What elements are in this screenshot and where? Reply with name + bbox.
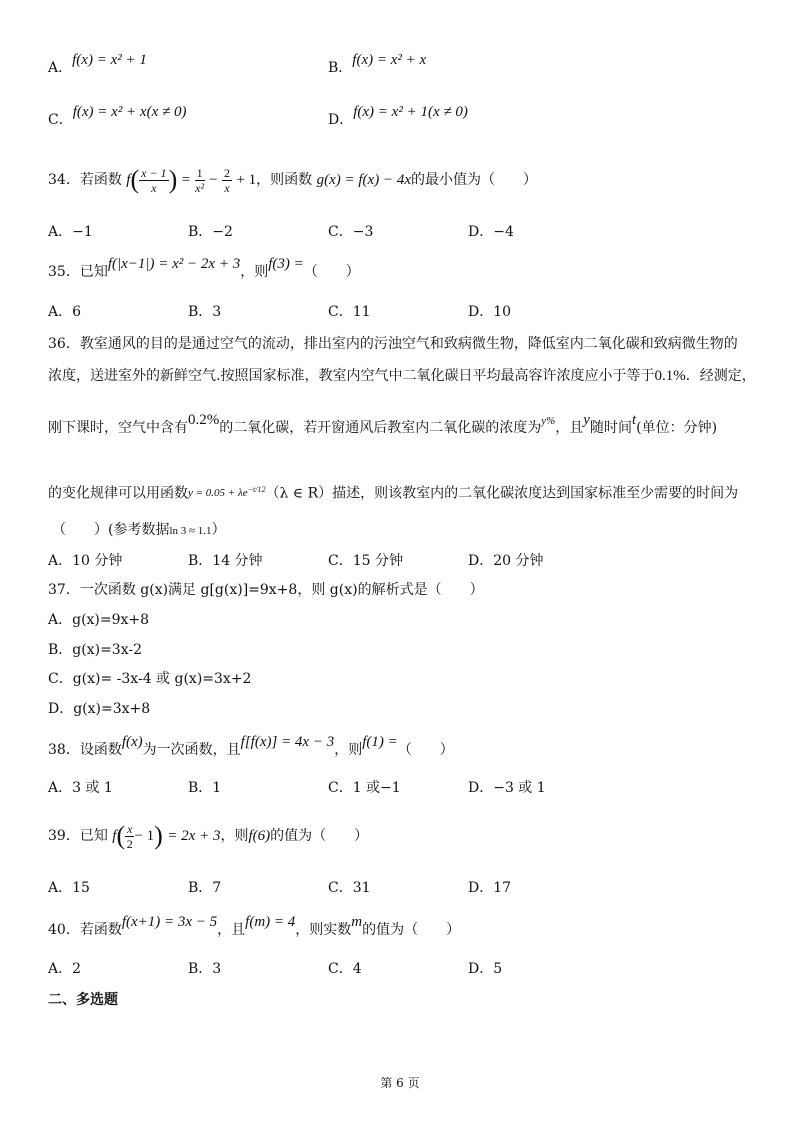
option-formula: f(x) = x² + x [352, 52, 427, 68]
option-text: A．g(x)=9x+8 [48, 612, 150, 628]
prev-option-c [48, 104, 187, 130]
option-text: B．14 分钟 [188, 553, 263, 569]
option-text: A．2 [48, 961, 82, 977]
minus: − [209, 172, 218, 188]
q35-option-b [188, 302, 221, 322]
option-text: D．−3 或 1 [468, 780, 546, 796]
percent-value: 0.2% [188, 412, 220, 428]
var-y: y [583, 412, 590, 428]
page-number: 第 6 页 [380, 1076, 420, 1090]
paren: ( [116, 821, 126, 850]
q38-formula-2: f(1) = [362, 734, 398, 750]
q38-fx: f(x) [121, 734, 143, 750]
q37-option-a [48, 610, 149, 630]
q39-option-c [328, 878, 371, 898]
option-label: C． [48, 112, 73, 128]
question-36-line-1 [48, 334, 738, 354]
minus-one: − 1 [134, 828, 155, 844]
q35-formula: f(|x−1|) = x² − 2x + 3 [107, 256, 241, 272]
option-text: D．10 [468, 304, 512, 320]
q37-option-d [48, 699, 150, 719]
question-36-line-5 [52, 520, 226, 541]
option-label: A． [48, 60, 73, 76]
q36-option-b [188, 551, 263, 571]
stem-text: 的变化规律可以用函数 [48, 485, 188, 502]
decay-formula: y = 0.05 + λe [188, 486, 248, 499]
stem-text: 若函数 [79, 922, 122, 938]
option-text: A．6 [48, 304, 82, 320]
q39-f6: f(6) [248, 828, 271, 844]
prev-option-b [328, 52, 427, 78]
q34-option-d [468, 222, 514, 242]
q34-frac-2: $\frac{2}{x}$ [223, 165, 230, 195]
option-text: B．−2 [188, 224, 233, 240]
option-text: C．31 [328, 880, 371, 896]
option-formula: f(x) = x² + x(x ≠ 0) [72, 104, 187, 120]
question-36-line-3 [48, 412, 718, 439]
option-text: C．4 [328, 961, 362, 977]
q39-rhs: = 2x + 3 [167, 828, 221, 844]
q39-option-d [468, 878, 511, 898]
stem-text: ，则 [334, 742, 363, 758]
q35-option-a [48, 302, 81, 322]
q34-option-a [48, 222, 93, 242]
q36-option-d [468, 551, 544, 571]
q36-option-c [328, 551, 403, 571]
plus-one: + 1 [236, 172, 257, 188]
question-number: 40． [48, 922, 80, 938]
option-formula: f(x) = x² + 1 [72, 52, 147, 68]
question-39-stem [48, 816, 368, 856]
q39-formula-f: f [112, 828, 117, 844]
option-text: B．7 [188, 880, 222, 896]
question-number: 34． [48, 172, 80, 188]
paren: ) [168, 165, 178, 194]
q40-formula-2: f(m) = 4 [245, 914, 296, 930]
var-y-percent: y% [541, 415, 556, 427]
question-number: 39． [48, 828, 80, 844]
option-text: B．1 [188, 780, 222, 796]
q37-option-c [48, 669, 251, 689]
var-m: m [351, 914, 363, 930]
q34-formula-f: f [126, 172, 131, 188]
stem-text: 已知 [79, 828, 108, 844]
stem-text: （ ）(参考数据 [52, 522, 170, 538]
stem-text: ，则 [220, 828, 249, 844]
equals: = [181, 172, 191, 188]
option-text: D．−4 [468, 224, 514, 240]
q40-option-b [188, 959, 221, 979]
q40-option-d [468, 959, 502, 979]
stem-text: （λ ∈ R）描述，则该教室内的二氧化碳浓度达到国家标准至少需要的时间为 [265, 485, 739, 502]
option-text: A．10 分钟 [48, 553, 123, 569]
option-text: B．3 [188, 961, 222, 977]
stem-text: 的值为（ ） [362, 922, 461, 938]
stem-text: ，则函数 [256, 172, 313, 188]
q38-option-c [328, 778, 401, 798]
q35-option-d [468, 302, 511, 322]
q40-formula: f(x+1) = 3x − 5 [121, 914, 218, 930]
prev-option-d [328, 104, 468, 130]
stem-text: ．经测定， [685, 368, 756, 384]
paren: ) [154, 821, 163, 850]
var-t: t [631, 412, 637, 428]
q39-option-b [188, 878, 221, 898]
question-40-stem [48, 914, 461, 940]
option-text: D．g(x)=3x+8 [48, 701, 151, 717]
q40-option-c [328, 959, 362, 979]
option-text: A．15 [48, 880, 90, 896]
stem-text: 随时间 [589, 420, 632, 436]
question-35-stem [48, 256, 360, 282]
option-formula: f(x) = x² + 1(x ≠ 0) [353, 104, 468, 120]
option-label: B． [328, 60, 353, 76]
question-34-stem [48, 160, 537, 200]
stem-text: 浓度，送进室外的新鲜空气.按照国家标准，教室内空气中二氧化碳日平均最高容许浓度应小于等于 [48, 368, 655, 384]
q34-frac-1: $\frac{1}{\text{x²}}$ [195, 165, 205, 195]
question-36-line-2 [48, 366, 756, 386]
stem-text: 刚下课时，空气中含有 [48, 420, 188, 436]
option-text: B．3 [188, 304, 222, 320]
reference-data: ln 3 ≈ 1.1 [169, 525, 212, 537]
stem-text: ，则实数 [295, 922, 352, 938]
stem-text: 37．一次函数 g(x)满足 g[g(x)]=9x+8，则 g(x)的解析式是（ ） [48, 582, 484, 598]
option-text: A．−1 [48, 224, 93, 240]
q37-option-b [48, 640, 142, 660]
option-text: D．5 [468, 961, 503, 977]
q34-frac-arg: $\frac{x - 1}{x}$ [141, 165, 167, 195]
option-text: C．15 分钟 [328, 553, 403, 569]
question-37-stem [48, 580, 484, 600]
q38-option-a [48, 778, 113, 798]
stem-text: ，且 [555, 420, 584, 436]
option-text: C．11 [328, 304, 371, 320]
q38-option-d [468, 778, 546, 798]
paren: ( [130, 165, 140, 194]
q35-formula-2: f(3) = [268, 256, 304, 272]
q34-option-b [188, 222, 233, 242]
q38-formula: f[f(x)] = 4x − 3 [240, 734, 335, 750]
q38-option-b [188, 778, 221, 798]
question-number: 38． [48, 742, 80, 758]
stem-text: (单位：分钟) [636, 420, 718, 436]
option-text: C．1 或−1 [328, 780, 401, 796]
option-text: C．−3 [328, 224, 374, 240]
q34-formula-g: g(x) = f(x) − 4x [316, 172, 411, 188]
option-text: D．20 分钟 [468, 553, 544, 569]
section-heading: 二、多选题 [48, 992, 118, 1008]
stem-text: 36．教室通风的目的是通过空气的流动，排出室内的污浊空气和致病微生物，降低室内二氧化碳和致病微生物的 [48, 336, 738, 352]
prev-option-a [48, 52, 147, 78]
q39-frac: $\frac{x}{2}$ [126, 821, 133, 851]
option-label: D． [328, 112, 354, 128]
stem-text: （ ） [303, 264, 360, 280]
stem-text: （ ） [397, 742, 454, 758]
option-text: B．g(x)=3x-2 [48, 642, 142, 658]
stem-text: 的最小值为（ ） [410, 172, 537, 188]
percent-value: 0.1% [654, 368, 686, 384]
q34-option-c [328, 222, 373, 242]
q36-option-a [48, 551, 122, 571]
option-text: D．17 [468, 880, 512, 896]
question-38-stem [48, 734, 454, 760]
q39-option-a [48, 878, 90, 898]
stem-text: 为一次函数，且 [142, 742, 241, 758]
stem-text: 的二氧化碳，若开窗通风后教室内二氧化碳的浓度为 [219, 420, 542, 436]
stem-text: ，则 [240, 264, 269, 280]
stem-text: 已知 [79, 264, 108, 280]
stem-text: ，且 [217, 922, 246, 938]
stem-text: 设函数 [79, 742, 122, 758]
option-text: C．g(x)= -3x-4 或 g(x)=3x+2 [48, 671, 252, 687]
stem-text: 的值为（ ） [270, 828, 369, 844]
q40-option-a [48, 959, 81, 979]
question-number: 35． [48, 264, 80, 280]
decay-exponent: −t/12 [247, 485, 266, 494]
stem-text: ） [211, 522, 226, 538]
option-text: A．3 或 1 [48, 780, 113, 796]
question-36-line-4 [48, 480, 738, 505]
stem-text: 若函数 [79, 172, 122, 188]
q35-option-c [328, 302, 371, 322]
